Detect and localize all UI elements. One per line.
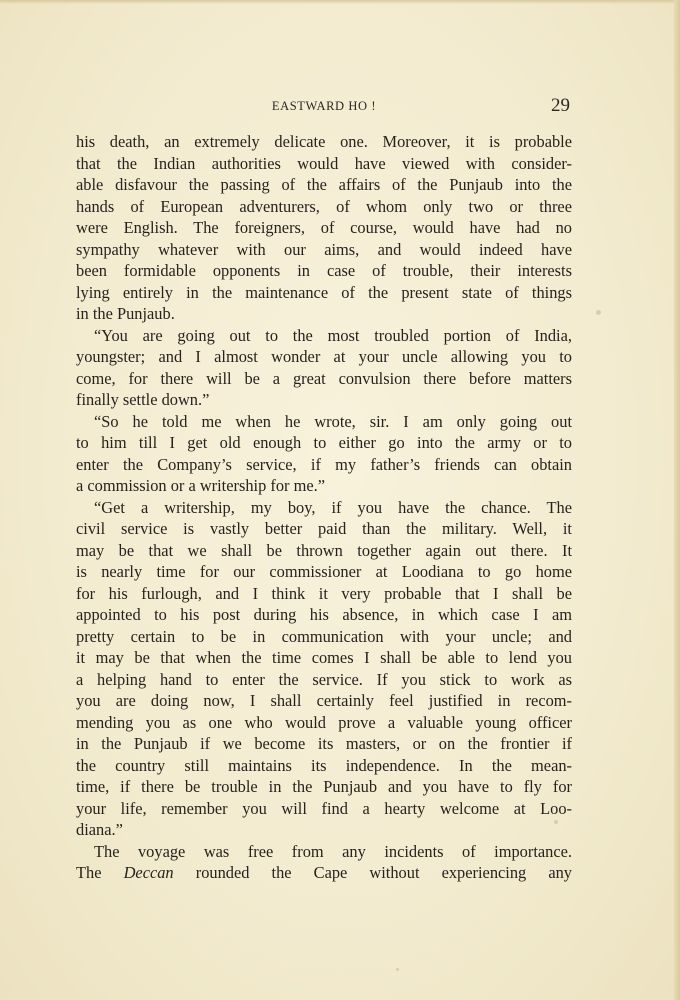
text-line: finally settle down.” (76, 390, 210, 409)
page-top-edge (0, 0, 680, 4)
text-line: lying entirely in the maintenance of the present state of things (76, 282, 572, 302)
text-line: that the Indian authorities would have viewed with consider- (76, 153, 572, 173)
body-text (76, 131, 572, 884)
final-line-before: The (76, 863, 102, 882)
running-head (76, 95, 572, 119)
text-line: you are doing now, I shall certainly feel justified in recom- (76, 691, 572, 710)
text-line: a helping hand to enter the service. If you stick to work as (76, 669, 572, 689)
text-line: may be that we shall be thrown together again out there. It (76, 540, 572, 560)
text-line: were English. The foreigners, of course, would have had no (76, 218, 572, 237)
text-line: enter the Company’s service, if my father’s friends can obtain (76, 454, 572, 474)
text-line: been formidable opponents in case of trouble, their interests (76, 261, 572, 280)
paper-speck (596, 310, 601, 315)
text-line: sympathy whatever with our aims, and would indeed have (76, 239, 572, 259)
text-line: in the Punjaub if we become its masters, or on the frontier if (76, 734, 572, 753)
text-line: his death, an extremely delicate one. Moreover, it is probable (76, 132, 572, 151)
text-line: time, if there be trouble in the Punjaub and you have to fly for (76, 777, 572, 796)
text-line: pretty certain to be in communication with your uncle; and (76, 626, 572, 646)
text-line: hands of European adventurers, of whom only two or three (76, 196, 572, 216)
text-line: for his furlough, and I think it very probable that I shall be (76, 583, 572, 603)
paper-speck (554, 820, 558, 824)
text-line: “Get a writership, my boy, if you have the chance. The (94, 497, 572, 517)
text-line: it may be that when the time comes I shall be able to lend you (76, 648, 572, 667)
text-line: appointed to his post during his absence, in which case I am (76, 605, 572, 624)
text-line: in the Punjaub. (76, 304, 175, 323)
text-line: “So he told me when he wrote, sir. I am only going out (94, 411, 572, 431)
text-line: diana.” (76, 820, 123, 839)
running-title: EASTWARD HO ! (271, 99, 377, 113)
text-line: “You are going out to the most troubled portion of India, (94, 325, 572, 345)
text-line: is nearly time for our commissioner at Loodiana to go home (76, 562, 572, 581)
text-line: youngster; and I almost wonder at your uncle allowing you to (76, 347, 572, 366)
final-line-after: rounded the Cape without experiencing any (195, 863, 572, 882)
page-right-edge (674, 0, 680, 1000)
page-number: 29 (551, 95, 570, 116)
text-line-final (76, 862, 572, 884)
paper-speck (396, 968, 399, 971)
text-line: mending you as one who would prove a valuable young officer (76, 712, 572, 732)
text-line: civil service is vastly better paid than the military. Well, it (76, 519, 572, 538)
text-line: the country still maintains its independence. In the mean- (76, 755, 572, 775)
ship-name: Deccan (123, 863, 174, 882)
text-line: come, for there will be a great convulsion there before matters (76, 368, 572, 388)
text-line: able disfavour the passing of the affairs of the Punjaub into the (76, 175, 572, 194)
text-line: The voyage was free from any incidents of importance. (94, 841, 572, 861)
text-line: your life, remember you will find a hearty welcome at Loo- (76, 798, 572, 818)
text-line: a commission or a writership for me.” (76, 476, 325, 495)
text-line: to him till I get old enough to either go into the army or to (76, 433, 572, 452)
